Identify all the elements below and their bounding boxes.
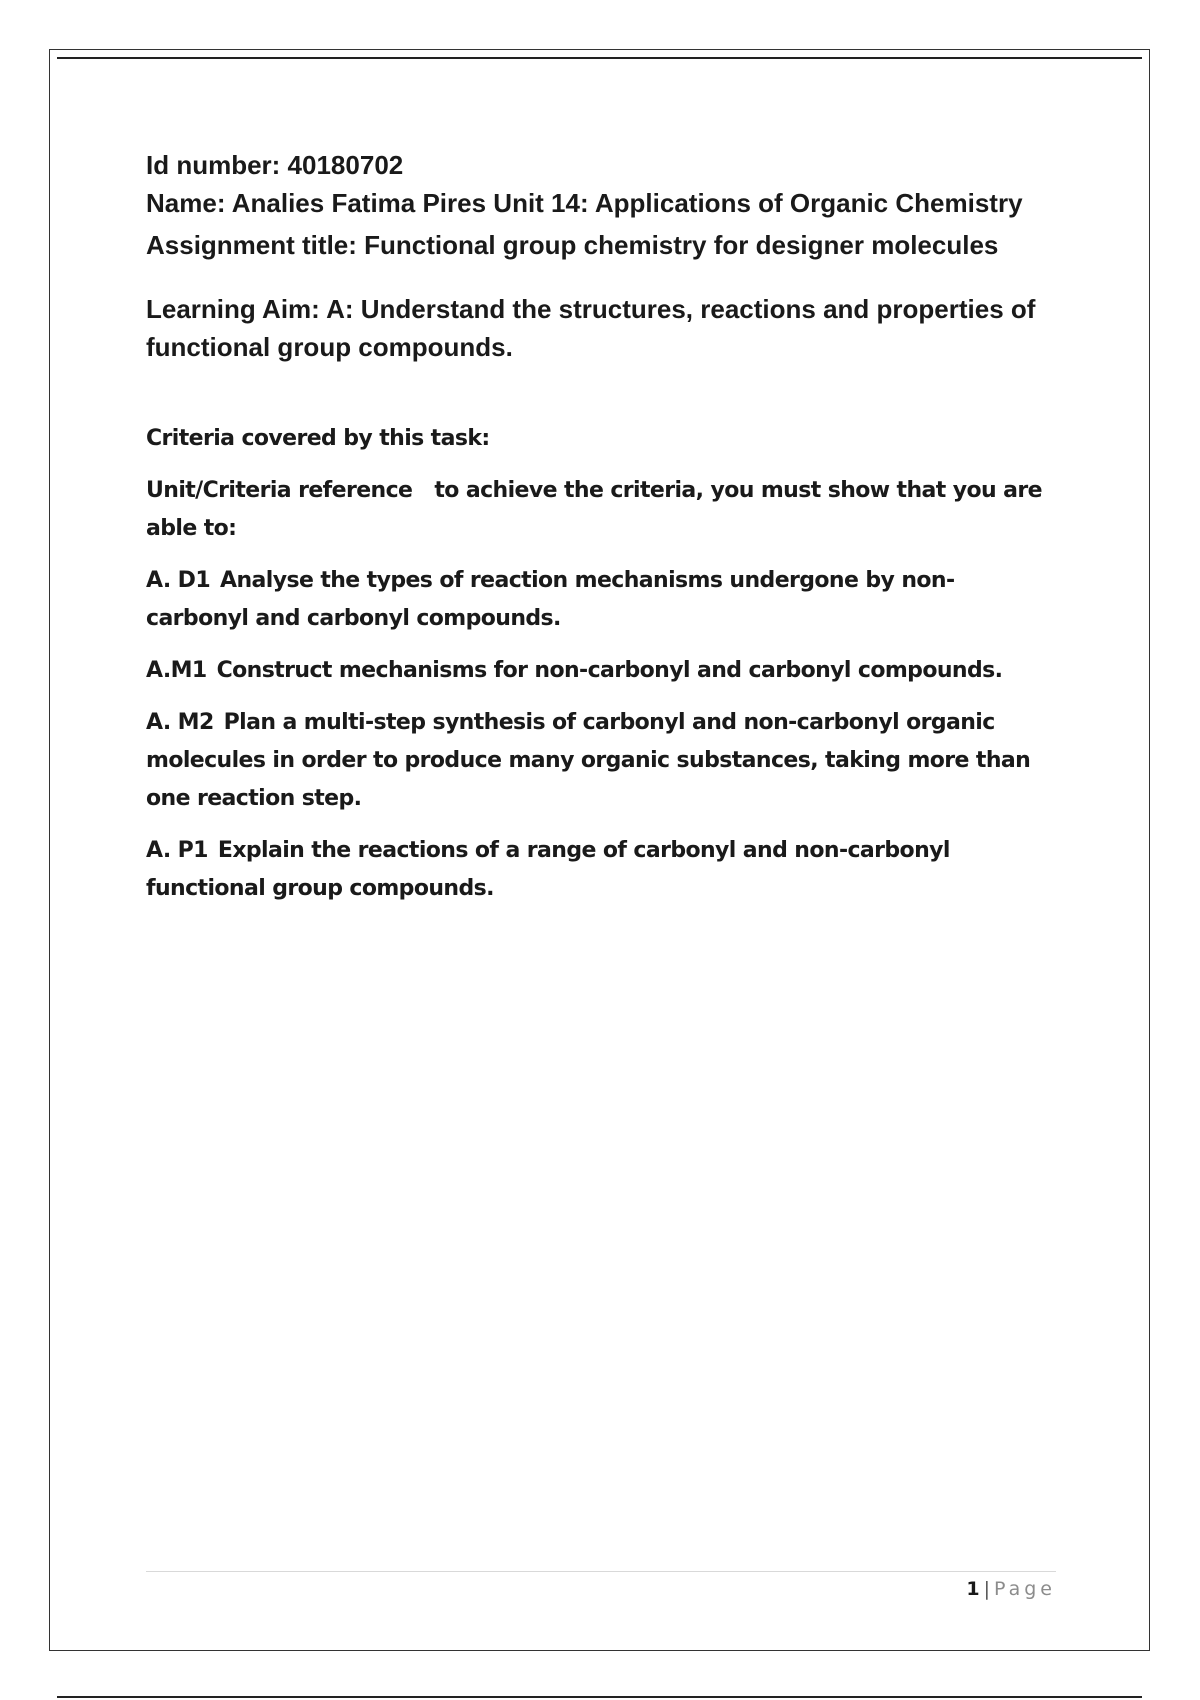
bottom-rule <box>57 1696 1142 1698</box>
criteria-item <box>146 652 1056 690</box>
student-name-unit: Name: Analies Fatima Pires Unit 14: Applications of Organic Chemistry <box>146 188 1023 218</box>
criteria-code: A. D1 <box>146 568 211 593</box>
learning-aim: Learning Aim: A: Understand the structures, reactions and properties of functional group compounds. <box>146 294 1036 362</box>
criteria-code: A. M2 <box>146 710 214 735</box>
criteria-text: Explain the reactions of a range of carbonyl and non-carbonyl functional group compounds. <box>146 838 950 901</box>
criteria-reference-label: Unit/Criteria reference <box>146 478 413 503</box>
criteria-text: Construct mechanisms for non-carbonyl and carbonyl compounds. <box>216 658 1003 683</box>
top-rule <box>57 57 1142 59</box>
page-label: Page <box>994 1578 1056 1600</box>
page-footer <box>146 1576 1056 1602</box>
criteria-heading: Criteria covered by this task: <box>146 426 490 451</box>
criteria-text: Plan a multi-step synthesis of carbonyl and non-carbonyl organic molecules in order to produce many organic substances, taking more than one reaction step. <box>146 710 1031 811</box>
id-number: Id number: 40180702 <box>146 150 404 180</box>
criteria-reference-text: to achieve the criteria, you must show that you are able to: <box>146 478 1042 541</box>
criteria-item <box>146 704 1056 818</box>
page-separator: | <box>983 1578 990 1600</box>
footer-divider <box>146 1571 1056 1572</box>
criteria-item <box>146 832 1056 908</box>
criteria-code: A.M1 <box>146 658 207 683</box>
criteria-text: Analyse the types of reaction mechanisms undergone by non-carbonyl and carbonyl compounds. <box>146 568 955 631</box>
page-number: 1 <box>966 1578 980 1600</box>
criteria-item <box>146 562 1056 638</box>
criteria-code: A. P1 <box>146 838 208 863</box>
criteria-reference <box>146 472 1056 548</box>
document-body <box>146 146 1056 908</box>
assignment-title: Assignment title: Functional group chemistry for designer molecules <box>146 230 999 260</box>
